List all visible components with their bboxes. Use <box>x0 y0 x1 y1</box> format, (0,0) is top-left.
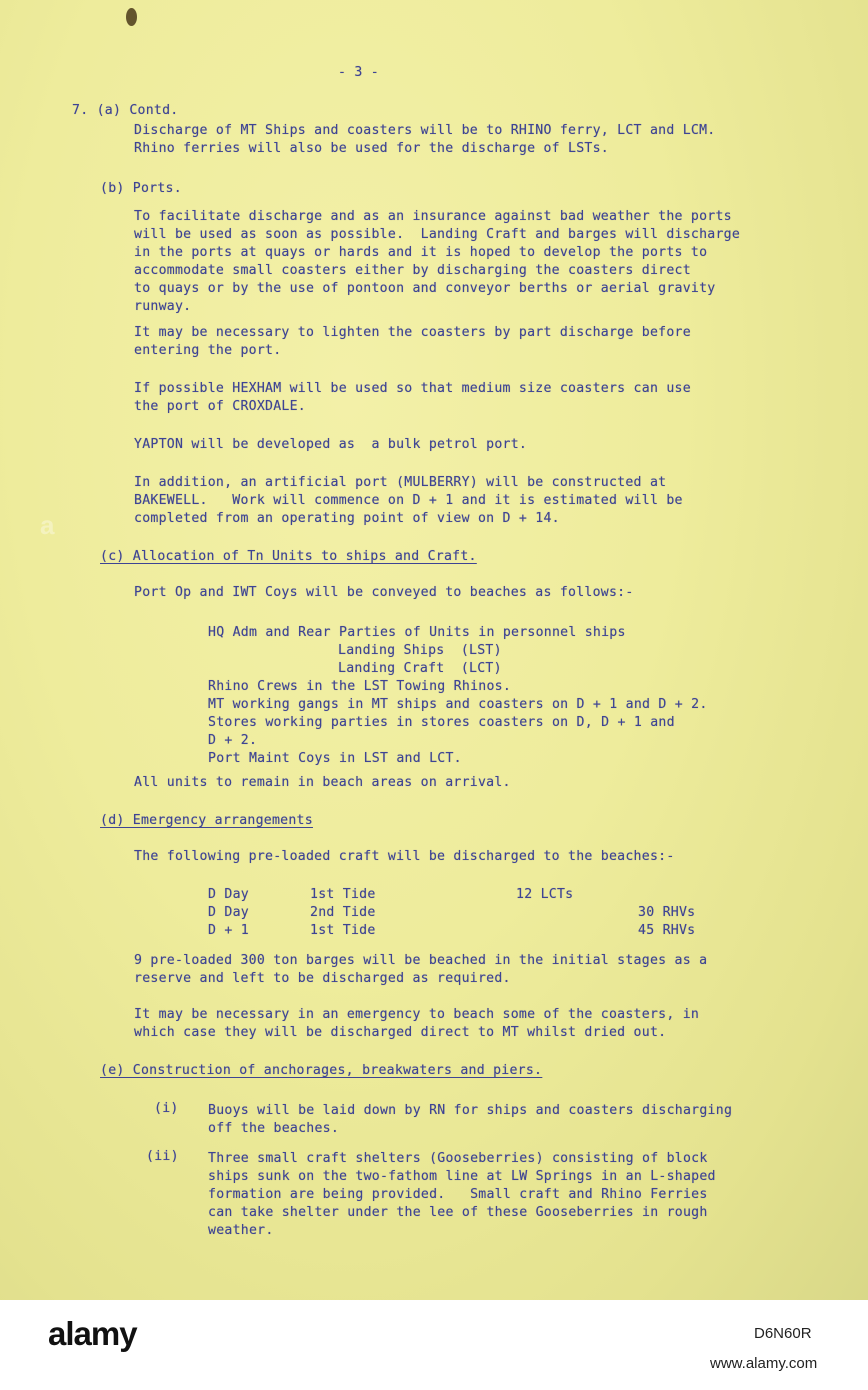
schedule-tide: 1st Tide <box>310 923 376 938</box>
allocation-line: HQ Adm and Rear Parties of Units in personnel ships <box>208 625 626 640</box>
watermark-overlay: a <box>40 510 55 540</box>
text-line: To facilitate discharge and as an insurance against bad weather the ports <box>134 209 732 224</box>
site-url: www.alamy.com <box>710 1355 818 1372</box>
punch-hole <box>126 8 137 26</box>
schedule-tide: 2nd Tide <box>310 905 376 920</box>
text-line: Discharge of MT Ships and coasters will be to RHINO ferry, LCT and LCM. <box>134 123 716 138</box>
allocation-line: MT working gangs in MT ships and coasters on D + 1 and D + 2. <box>208 697 708 712</box>
item-number: (i) <box>154 1101 179 1116</box>
text-line: Rhino ferries will also be used for the discharge of LSTs. <box>134 141 609 156</box>
stock-id: D6N60R <box>754 1325 812 1342</box>
text-line: Port Op and IWT Coys will be conveyed to beaches as follows:- <box>134 585 634 600</box>
text-line: can take shelter under the lee of these Gooseberries in rough <box>208 1205 708 1220</box>
text-line: formation are being provided. Small craft and Rhino Ferries <box>208 1187 708 1202</box>
allocation-line: Landing Craft (LCT) <box>338 661 502 676</box>
text-line: accommodate small coasters either by discharging the coasters direct <box>134 263 691 278</box>
schedule-craft: 12 LCTs <box>516 887 574 902</box>
text-line: 9 pre-loaded 300 ton barges will be beached in the initial stages as a <box>134 953 708 968</box>
schedule-tide: 1st Tide <box>310 887 376 902</box>
section-d-heading: (d) Emergency arrangements <box>100 813 313 828</box>
allocation-line: Landing Ships (LST) <box>338 643 502 658</box>
text-line: will be used as soon as possible. Landing Craft and barges will discharge <box>134 227 741 242</box>
text-line: It may be necessary in an emergency to beach some of the coasters, in <box>134 1007 700 1022</box>
text-line: which case they will be discharged direct to MT whilst dried out. <box>134 1025 667 1040</box>
section-b-heading: (b) Ports. <box>100 181 182 196</box>
section-7a-heading: 7. (a) Contd. <box>72 103 179 118</box>
text-line: In addition, an artificial port (MULBERRY) will be constructed at <box>134 475 667 490</box>
schedule-day: D + 1 <box>208 923 249 938</box>
text-line: runway. <box>134 299 192 314</box>
text-line: the port of CROXDALE. <box>134 399 306 414</box>
text-line: YAPTON will be developed as a bulk petrol port. <box>134 437 528 452</box>
text-line: Buoys will be laid down by RN for ships and coasters discharging <box>208 1103 733 1118</box>
text-line: All units to remain in beach areas on arrival. <box>134 775 511 790</box>
schedule-day: D Day <box>208 905 249 920</box>
text-line: reserve and left to be discharged as required. <box>134 971 511 986</box>
brand-logo: alamy <box>48 1315 137 1352</box>
text-line: entering the port. <box>134 343 282 358</box>
text-line: Three small craft shelters (Gooseberries) consisting of block <box>208 1151 708 1166</box>
text-line: off the beaches. <box>208 1121 340 1136</box>
text-line: It may be necessary to lighten the coasters by part discharge before <box>134 325 691 340</box>
allocation-line: Stores working parties in stores coasters on D, D + 1 and <box>208 715 675 730</box>
schedule-craft: 30 RHVs <box>638 905 696 920</box>
allocation-line: Rhino Crews in the LST Towing Rhinos. <box>208 679 512 694</box>
text-line: completed from an operating point of view on D + 14. <box>134 511 560 526</box>
page-number: - 3 - <box>338 65 379 80</box>
schedule-day: D Day <box>208 887 249 902</box>
allocation-line: D + 2. <box>208 733 258 748</box>
item-number: (ii) <box>146 1149 179 1164</box>
section-c-heading: (c) Allocation of Tn Units to ships and Craft. <box>100 549 477 564</box>
text-line: If possible HEXHAM will be used so that medium size coasters can use <box>134 381 691 396</box>
allocation-line: Port Maint Coys in LST and LCT. <box>208 751 462 766</box>
section-e-heading: (e) Construction of anchorages, breakwaters and piers. <box>100 1063 543 1078</box>
text-line: in the ports at quays or hards and it is hoped to develop the ports to <box>134 245 708 260</box>
text-line: ships sunk on the two-fathom line at LW Springs in an L-shaped <box>208 1169 716 1184</box>
text-line: to quays or by the use of pontoon and conveyor berths or aerial gravity <box>134 281 716 296</box>
text-line: The following pre-loaded craft will be discharged to the beaches:- <box>134 849 675 864</box>
text-line: weather. <box>208 1223 274 1238</box>
schedule-craft: 45 RHVs <box>638 923 696 938</box>
text-line: BAKEWELL. Work will commence on D + 1 and it is estimated will be <box>134 493 683 508</box>
